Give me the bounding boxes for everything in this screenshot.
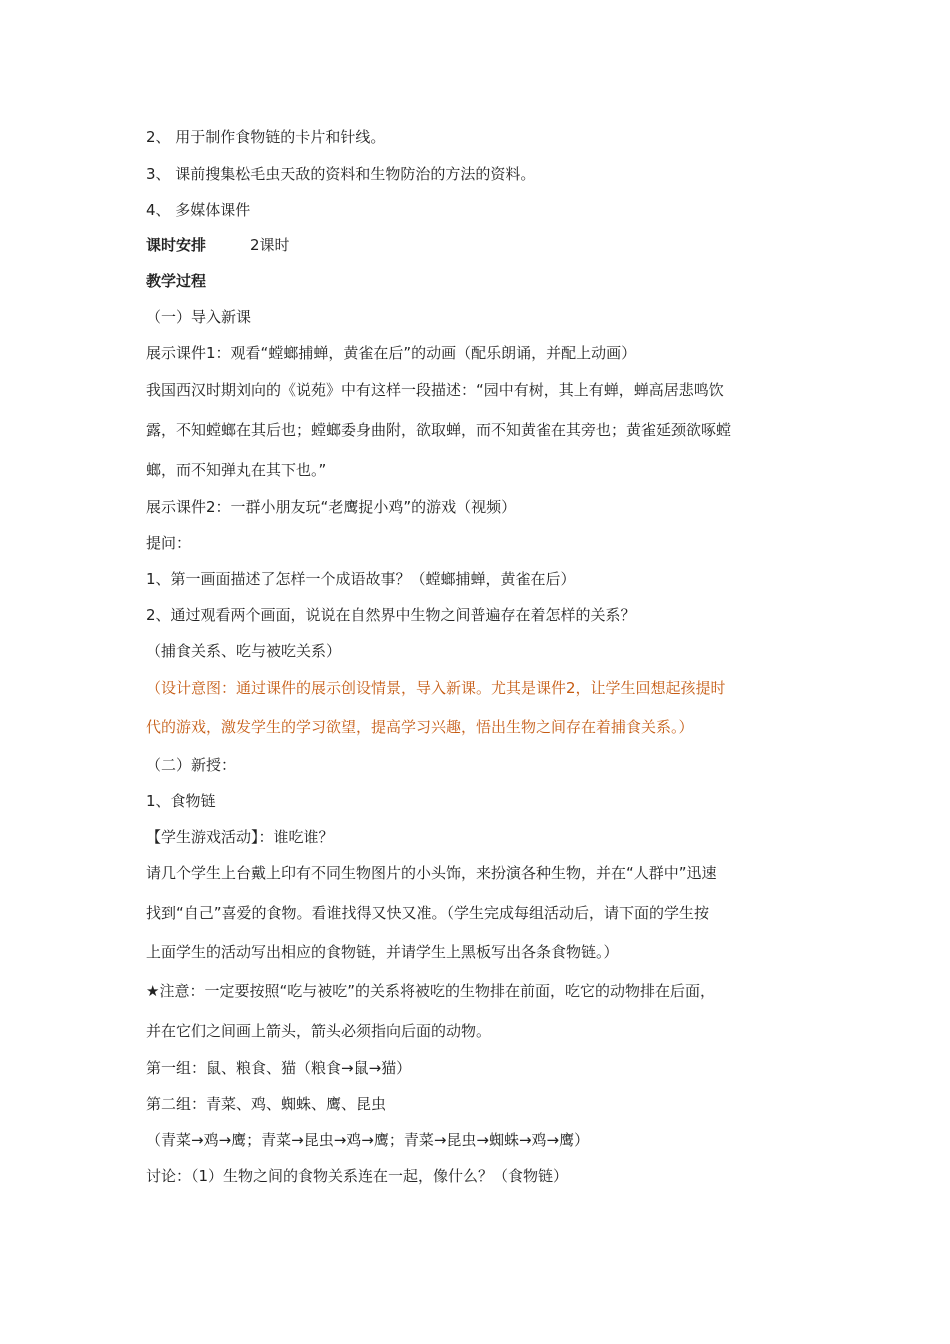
- lesson-hours-value: 2课时: [250, 236, 290, 254]
- activity-text-line-3: 上面学生的活动写出相应的食物链，并请学生上黑板写出各条食物链。）: [146, 943, 619, 961]
- group-2-chains: （青菜→鸡→鹰；青菜→昆虫→鸡→鹰；青菜→昆虫→蜘蛛→鸡→鹰）: [146, 1131, 590, 1149]
- paragraph-quote-line-2: 露，不知螳螂在其后也；螳螂委身曲附，欲取蝉，而不知黄雀在其旁也；黄雀延颈欲啄螳: [146, 421, 732, 439]
- questions-label: 提问：: [146, 534, 192, 552]
- lesson-hours-line: [146, 235, 290, 255]
- subsection-new-lesson: （二）新授：: [146, 756, 237, 774]
- material-item-4: 4、 多媒体课件: [146, 201, 251, 219]
- question-1: 1、第一画面描述了怎样一个成语故事？（螳螂捕蝉，黄雀在后）: [146, 570, 576, 588]
- paragraph-courseware-1: 展示课件1：观看“螳螂捕蝉，黄雀在后”的动画（配乐朗诵，并配上动画）: [146, 344, 637, 362]
- topic-food-chain: 1、食物链: [146, 792, 216, 810]
- paragraph-courseware-2: 展示课件2：一群小朋友玩“老鹰捉小鸡”的游戏（视频）: [146, 498, 517, 516]
- design-intent-line-1: （设计意图：通过课件的展示创设情景，导入新课。尤其是课件2，让学生回想起孩提时: [146, 679, 726, 697]
- group-1: 第一组：鼠、粮食、猫（粮食→鼠→猫）: [146, 1059, 412, 1077]
- lesson-hours-label: 课时安排: [146, 236, 207, 254]
- paragraph-quote-line-3: 螂，而不知弹丸在其下也。”: [146, 461, 327, 479]
- activity-text-line-1: 请几个学生上台戴上印有不同生物图片的小头饰，来扮演各种生物，并在“人群中”迅速: [146, 864, 717, 882]
- design-intent-line-2: 代的游戏，激发学生的学习欲望，提高学习兴趣，悟出生物之间存在着捕食关系。）: [146, 718, 694, 736]
- subsection-intro: （一）导入新课: [146, 308, 252, 326]
- group-2: 第二组：青菜、鸡、蜘蛛、鹰、昆虫: [146, 1095, 387, 1113]
- material-item-2: 2、 用于制作食物链的卡片和针线。: [146, 128, 386, 146]
- discussion-1: 讨论：（1）生物之间的食物关系连在一起，像什么？（食物链）: [146, 1167, 569, 1185]
- question-2: 2、通过观看两个画面，说说在自然界中生物之间普遍存在着怎样的关系？: [146, 606, 636, 624]
- activity-text-line-2: 找到“自己”喜爱的食物。看谁找得又快又准。（学生完成每组活动后，请下面的学生按: [146, 904, 710, 922]
- answer-2: （捕食关系、吃与被吃关系）: [146, 642, 342, 660]
- paragraph-quote-line-1: 我国西汉时期刘向的《说苑》中有这样一段描述：“园中有树，其上有蝉，蝉高居悲鸣饮: [146, 381, 724, 399]
- note-line-2: 并在它们之间画上箭头，箭头必须指向后面的动物。: [146, 1022, 492, 1040]
- material-item-3: 3、 课前搜集松毛虫天敌的资料和生物防治的方法的资料。: [146, 165, 536, 183]
- section-heading-teaching-process: 教学过程: [146, 272, 207, 290]
- activity-heading: 【学生游戏活动】：谁吃谁？: [146, 828, 334, 846]
- note-line-1: ★注意：一定要按照“吃与被吃”的关系将被吃的生物排在前面，吃它的动物排在后面，: [146, 982, 715, 1000]
